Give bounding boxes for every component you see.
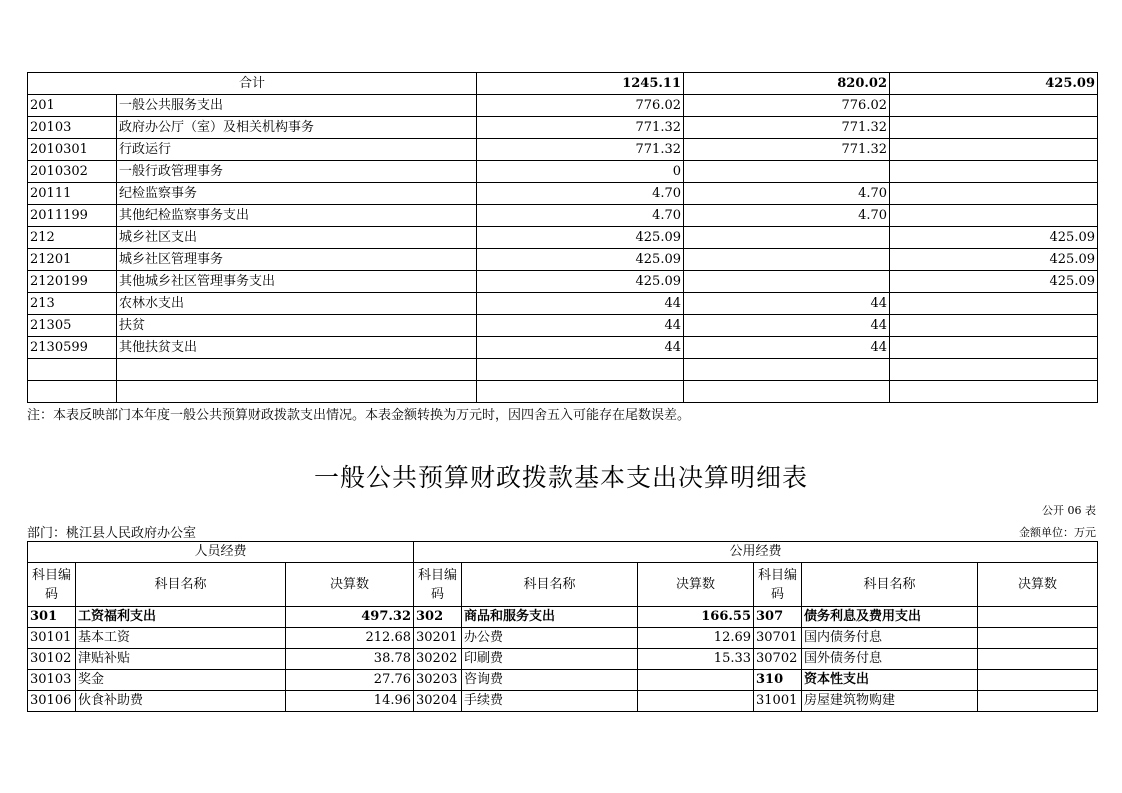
public-code: 30204 <box>414 691 462 712</box>
header-name: 科目名称 <box>76 563 286 607</box>
basic-expenditure-detail-table <box>27 541 1098 712</box>
table-row <box>28 607 1098 628</box>
public-name: 资本性支出 <box>802 670 978 691</box>
subject-code: 20111 <box>28 183 117 205</box>
public-code: 310 <box>754 670 802 691</box>
amount-project <box>890 359 1098 381</box>
table-row <box>28 95 1098 117</box>
subject-name: 纪检监察事务 <box>117 183 477 205</box>
public-code: 30202 <box>414 649 462 670</box>
table-row <box>28 227 1098 249</box>
subject-code: 20103 <box>28 117 117 139</box>
public-amount <box>978 649 1098 670</box>
amount-project <box>890 183 1098 205</box>
public-amount <box>978 607 1098 628</box>
personnel-code: 301 <box>28 607 76 628</box>
subject-code: 2130599 <box>28 337 117 359</box>
subject-name: 一般行政管理事务 <box>117 161 477 183</box>
total-amount: 1245.11 <box>477 73 684 95</box>
subject-code: 213 <box>28 293 117 315</box>
amount-project <box>890 161 1098 183</box>
subject-code: 212 <box>28 227 117 249</box>
subject-name: 扶贫 <box>117 315 477 337</box>
amount-total: 4.70 <box>477 183 684 205</box>
table-row <box>28 337 1098 359</box>
amount-project: 425.09 <box>890 227 1098 249</box>
amount-total: 44 <box>477 337 684 359</box>
table-row <box>28 649 1098 670</box>
table-row <box>28 359 1098 381</box>
public-name: 手续费 <box>462 691 638 712</box>
amount-total: 771.32 <box>477 117 684 139</box>
subject-code: 2010301 <box>28 139 117 161</box>
public-amount: 12.69 <box>638 628 754 649</box>
amount-total: 771.32 <box>477 139 684 161</box>
amount-basic <box>684 161 890 183</box>
amount-project <box>890 293 1098 315</box>
subject-code: 2120199 <box>28 271 117 293</box>
table-row <box>28 139 1098 161</box>
table-row <box>28 293 1098 315</box>
public-amount <box>978 691 1098 712</box>
amount-basic: 44 <box>684 337 890 359</box>
personnel-name: 津贴补贴 <box>76 649 286 670</box>
public-amount <box>638 670 754 691</box>
subject-name: 其他纪检监察事务支出 <box>117 205 477 227</box>
subject-name <box>117 381 477 403</box>
department-label: 部门：桃江县人民政府办公室 <box>27 526 197 541</box>
amount-project <box>890 139 1098 161</box>
amount-total: 4.70 <box>477 205 684 227</box>
amount-basic: 771.32 <box>684 139 890 161</box>
expenditure-summary-table <box>27 72 1098 403</box>
personnel-name: 工资福利支出 <box>76 607 286 628</box>
subject-code: 21201 <box>28 249 117 271</box>
public-name: 债务利息及费用支出 <box>802 607 978 628</box>
amount-total: 425.09 <box>477 249 684 271</box>
amount-basic <box>684 381 890 403</box>
header-code: 科目编码 <box>28 563 76 607</box>
amount-project <box>890 95 1098 117</box>
subject-name: 城乡社区管理事务 <box>117 249 477 271</box>
subject-name: 行政运行 <box>117 139 477 161</box>
public-code: 30203 <box>414 670 462 691</box>
public-code: 302 <box>414 607 462 628</box>
header-name: 科目名称 <box>802 563 978 607</box>
page-title: 一般公共预算财政拨款基本支出决算明细表 <box>313 463 808 492</box>
header-amount: 决算数 <box>638 563 754 607</box>
subject-name: 农林水支出 <box>117 293 477 315</box>
public-name: 印刷费 <box>462 649 638 670</box>
subject-name: 一般公共服务支出 <box>117 95 477 117</box>
amount-total <box>477 381 684 403</box>
header-code: 科目编码 <box>754 563 802 607</box>
total-project: 425.09 <box>890 73 1098 95</box>
amount-total: 425.09 <box>477 227 684 249</box>
public-code: 30201 <box>414 628 462 649</box>
personnel-code: 30102 <box>28 649 76 670</box>
public-amount: 166.55 <box>638 607 754 628</box>
subject-code <box>28 359 117 381</box>
personnel-amount: 14.96 <box>286 691 414 712</box>
public-name: 咨询费 <box>462 670 638 691</box>
table-row <box>28 249 1098 271</box>
form-code: 公开 06 表 <box>1042 504 1096 517</box>
public-code: 307 <box>754 607 802 628</box>
amount-project <box>890 381 1098 403</box>
header-amount: 决算数 <box>978 563 1098 607</box>
header-code: 科目编码 <box>414 563 462 607</box>
public-name: 国内债务付息 <box>802 628 978 649</box>
personnel-amount: 212.68 <box>286 628 414 649</box>
public-expense-header: 公用经费 <box>414 542 1098 563</box>
amount-total: 776.02 <box>477 95 684 117</box>
amount-basic <box>684 227 890 249</box>
amount-unit: 金额单位：万元 <box>1019 526 1096 539</box>
amount-project <box>890 315 1098 337</box>
table-note: 注：本表反映部门本年度一般公共预算财政拨款支出情况。本表金额转换为万元时，因四舍五入可能存在尾数误差。 <box>27 408 691 423</box>
subject-name: 其他城乡社区管理事务支出 <box>117 271 477 293</box>
amount-total: 0 <box>477 161 684 183</box>
subject-code <box>28 381 117 403</box>
amount-project: 425.09 <box>890 249 1098 271</box>
personnel-code: 30101 <box>28 628 76 649</box>
public-amount <box>978 628 1098 649</box>
public-amount: 15.33 <box>638 649 754 670</box>
amount-total: 44 <box>477 315 684 337</box>
column-header-row <box>28 563 1098 607</box>
personnel-amount: 497.32 <box>286 607 414 628</box>
amount-project <box>890 205 1098 227</box>
table-row <box>28 161 1098 183</box>
subject-code: 201 <box>28 95 117 117</box>
total-label: 合计 <box>28 73 477 95</box>
total-basic: 820.02 <box>684 73 890 95</box>
amount-total: 44 <box>477 293 684 315</box>
header-name: 科目名称 <box>462 563 638 607</box>
subject-code: 2011199 <box>28 205 117 227</box>
amount-total <box>477 359 684 381</box>
subject-code: 2010302 <box>28 161 117 183</box>
amount-project <box>890 117 1098 139</box>
subject-name: 政府办公厅（室）及相关机构事务 <box>117 117 477 139</box>
personnel-expense-header: 人员经费 <box>28 542 414 563</box>
public-name: 房屋建筑物购建 <box>802 691 978 712</box>
public-name: 国外债务付息 <box>802 649 978 670</box>
amount-basic: 44 <box>684 315 890 337</box>
table-row <box>28 271 1098 293</box>
table-row <box>28 381 1098 403</box>
amount-total: 425.09 <box>477 271 684 293</box>
subject-name <box>117 359 477 381</box>
table-row <box>28 315 1098 337</box>
personnel-name: 奖金 <box>76 670 286 691</box>
personnel-code: 30103 <box>28 670 76 691</box>
public-code: 30701 <box>754 628 802 649</box>
personnel-name: 基本工资 <box>76 628 286 649</box>
amount-project: 425.09 <box>890 271 1098 293</box>
table-row <box>28 691 1098 712</box>
public-name: 办公费 <box>462 628 638 649</box>
subject-code: 21305 <box>28 315 117 337</box>
public-code: 30702 <box>754 649 802 670</box>
table-row <box>28 183 1098 205</box>
subject-name: 城乡社区支出 <box>117 227 477 249</box>
total-row <box>28 73 1098 95</box>
amount-basic: 4.70 <box>684 183 890 205</box>
personnel-amount: 27.76 <box>286 670 414 691</box>
table-row <box>28 628 1098 649</box>
table-row <box>28 205 1098 227</box>
amount-basic <box>684 271 890 293</box>
personnel-amount: 38.78 <box>286 649 414 670</box>
public-code: 31001 <box>754 691 802 712</box>
amount-basic: 4.70 <box>684 205 890 227</box>
public-amount <box>978 670 1098 691</box>
personnel-name: 伙食补助费 <box>76 691 286 712</box>
amount-basic <box>684 249 890 271</box>
public-name: 商品和服务支出 <box>462 607 638 628</box>
amount-basic: 776.02 <box>684 95 890 117</box>
header-amount: 决算数 <box>286 563 414 607</box>
public-amount <box>638 691 754 712</box>
amount-basic <box>684 359 890 381</box>
group-header-row <box>28 542 1098 563</box>
amount-project <box>890 337 1098 359</box>
table-row <box>28 117 1098 139</box>
amount-basic: 44 <box>684 293 890 315</box>
subject-name: 其他扶贫支出 <box>117 337 477 359</box>
table-row <box>28 670 1098 691</box>
personnel-code: 30106 <box>28 691 76 712</box>
amount-basic: 771.32 <box>684 117 890 139</box>
